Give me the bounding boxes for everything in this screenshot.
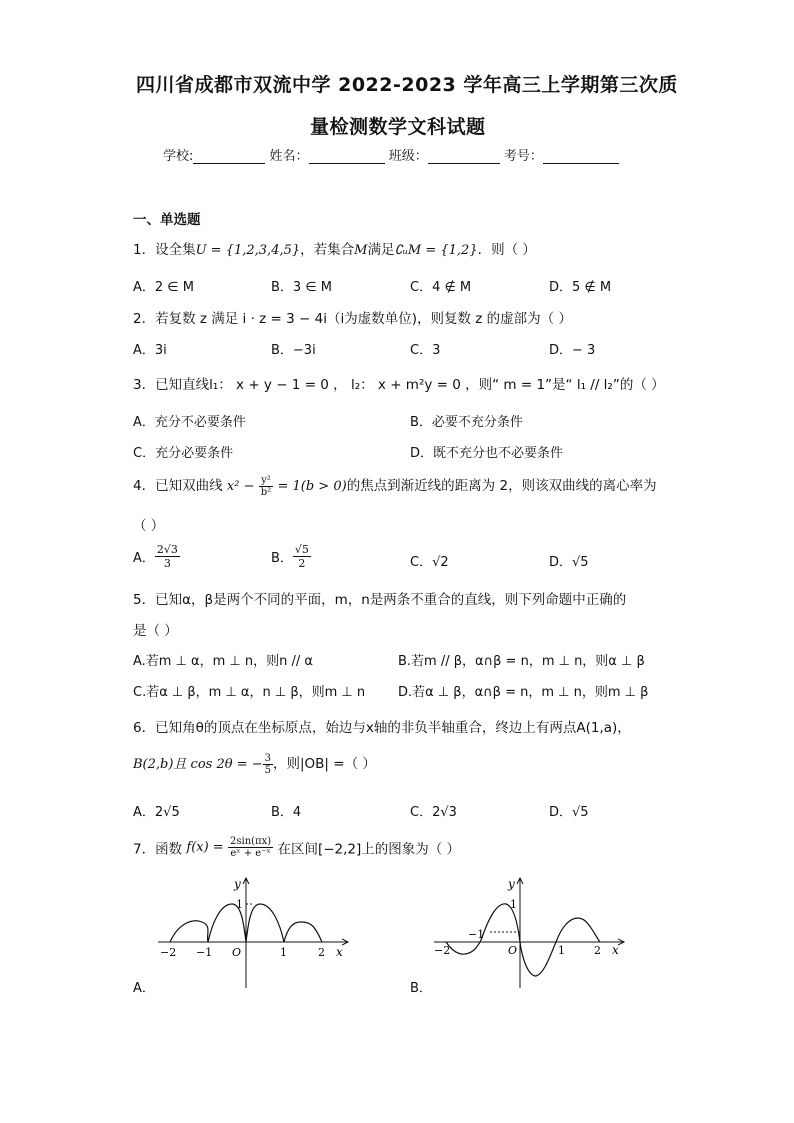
q1-option-d[interactable]: D．5 ∉ M (549, 280, 612, 295)
q1-option-b[interactable]: B．3 ∈ M (271, 280, 332, 295)
origin-label: O (508, 944, 518, 957)
question-7-stem: 7．函数 f(x) = $\frac{2\sin(\pi x)}{\text{eˣ + e⁻ˣ}}$ 在区间[−2,2]上的图象为（ ） (133, 836, 461, 859)
q3-option-b[interactable]: B．必要不充分条件 (410, 415, 523, 430)
q6-fraction: $\frac{3}{5}$ (264, 752, 271, 776)
q4-option-d[interactable]: D．√5 (549, 555, 589, 570)
x-label: x (612, 943, 619, 957)
tick-m2: −2 (160, 946, 177, 959)
q3-option-d[interactable]: D．既不充分也不必要条件 (410, 446, 564, 461)
graph-b (428, 872, 638, 990)
q1-option-a[interactable]: A．2 ∈ M (133, 280, 194, 295)
q4-fraction: $\frac{\text{y²}}{\text{b²}}$ (260, 474, 272, 498)
q7-fraction: $\frac{2\sin(\pi x)}{\text{eˣ + e⁻ˣ}}$ (230, 836, 272, 859)
q6-option-a[interactable]: A．2√5 (133, 805, 180, 820)
q2-option-b[interactable]: B．−3i (271, 343, 316, 358)
graph-a (150, 872, 360, 990)
tick-m2: −2 (434, 944, 451, 957)
question-2-stem: 2．若复数 z 满足 i · z = 3 − 4i（i为虚数单位)，则复数 z 的虚部为（ ） (133, 311, 572, 327)
question-4-stem: 4．已知双曲线 x² − $\frac{\text{y²}}{\text{b²}}$ = 1(b > 0)的焦点到渐近线的距离为 2，则该双曲线的离心率为 (133, 474, 657, 498)
y-label: y (508, 877, 515, 891)
paper-title-line2: 量检测数学文科试题 (310, 116, 486, 138)
question-1-stem: 1．设全集U = {1,2,3,4,5}，若集合M满足∁ᵤM = {1,2}．则（ ） (133, 242, 536, 258)
origin-label: O (232, 946, 242, 959)
q4-option-a[interactable]: A． $\frac{2√3}{3}$ (133, 543, 178, 570)
question-3-stem: 3．已知直线l₁： x + y − 1 = 0 ， l₂： x + m²y = 0 ，则“ m = 1”是“ l₁ // l₂”的（ ） (133, 377, 665, 393)
school-blank[interactable] (193, 149, 265, 164)
graph-b-label[interactable]: B． (410, 981, 432, 996)
tick-2: 2 (594, 944, 601, 957)
tick-m1: −1 (468, 928, 485, 941)
tick-y1: 1 (236, 898, 243, 911)
q5-option-d[interactable]: D.若α ⊥ β，α∩β = n，m ⊥ n，则m ⊥ β (398, 685, 649, 700)
q2-option-c[interactable]: C．3 (410, 343, 441, 358)
y-label: y (234, 877, 241, 891)
q6-option-c[interactable]: C．2√3 (410, 805, 457, 820)
q5-option-a[interactable]: A.若m ⊥ α，m ⊥ n，则n // α (133, 654, 313, 669)
class-label: 班级： (388, 149, 428, 164)
q1-option-c[interactable]: C．4 ∉ M (410, 280, 472, 295)
q2-option-a[interactable]: A．3i (133, 343, 167, 358)
tick-2: 2 (318, 946, 325, 959)
school-label: 学校: (163, 149, 194, 164)
question-6-stem-line2: B(2,b)且 cos 2θ = − $\frac{3}{5}$ ，则|OB| =（ ） (133, 752, 376, 776)
q2-option-d[interactable]: D．− 3 (549, 343, 596, 358)
q3-option-a[interactable]: A．充分不必要条件 (133, 415, 246, 430)
number-blank[interactable] (543, 149, 619, 164)
question-4-stem-cont: （ ） (133, 518, 165, 534)
question-6-stem-line1: 6．已知角θ的顶点在坐标原点，始边与x轴的非负半轴重合，终边上有两点A(1,a)， (133, 720, 631, 736)
q6-option-b[interactable]: B．4 (271, 805, 302, 820)
class-blank[interactable] (428, 149, 500, 164)
q5-option-c[interactable]: C.若α ⊥ β，m ⊥ α，n ⊥ β，则m ⊥ n (133, 685, 366, 700)
student-info-line (163, 145, 619, 164)
number-label: 考号： (503, 149, 543, 164)
question-5-stem-line1: 5．已知α，β是两个不同的平面，m，n是两条不重合的直线，则下列命题中正确的 (133, 592, 627, 608)
q4-option-b[interactable]: B． $\frac{√5}{2}$ (271, 543, 309, 570)
name-blank[interactable] (309, 149, 385, 164)
q6-option-d[interactable]: D．√5 (549, 805, 589, 820)
section-heading: 一、单选题 (133, 212, 201, 228)
name-label: 姓名： (269, 149, 309, 164)
tick-y1: 1 (510, 898, 517, 911)
x-label: x (336, 945, 343, 959)
tick-1: 1 (558, 944, 565, 957)
graph-a-label[interactable]: A． (133, 981, 155, 996)
q3-option-c[interactable]: C．充分必要条件 (133, 446, 234, 461)
tick-m1: −1 (196, 946, 213, 959)
q5-option-b[interactable]: B.若m // β，α∩β = n，m ⊥ n，则α ⊥ β (398, 654, 645, 669)
tick-1: 1 (280, 946, 287, 959)
paper-title-line1: 四川省成都市双流中学 2022-2023 学年高三上学期第三次质 (136, 74, 678, 96)
question-5-stem-line2: 是（ ） (133, 623, 178, 639)
q4-option-c[interactable]: C．√2 (410, 555, 449, 570)
